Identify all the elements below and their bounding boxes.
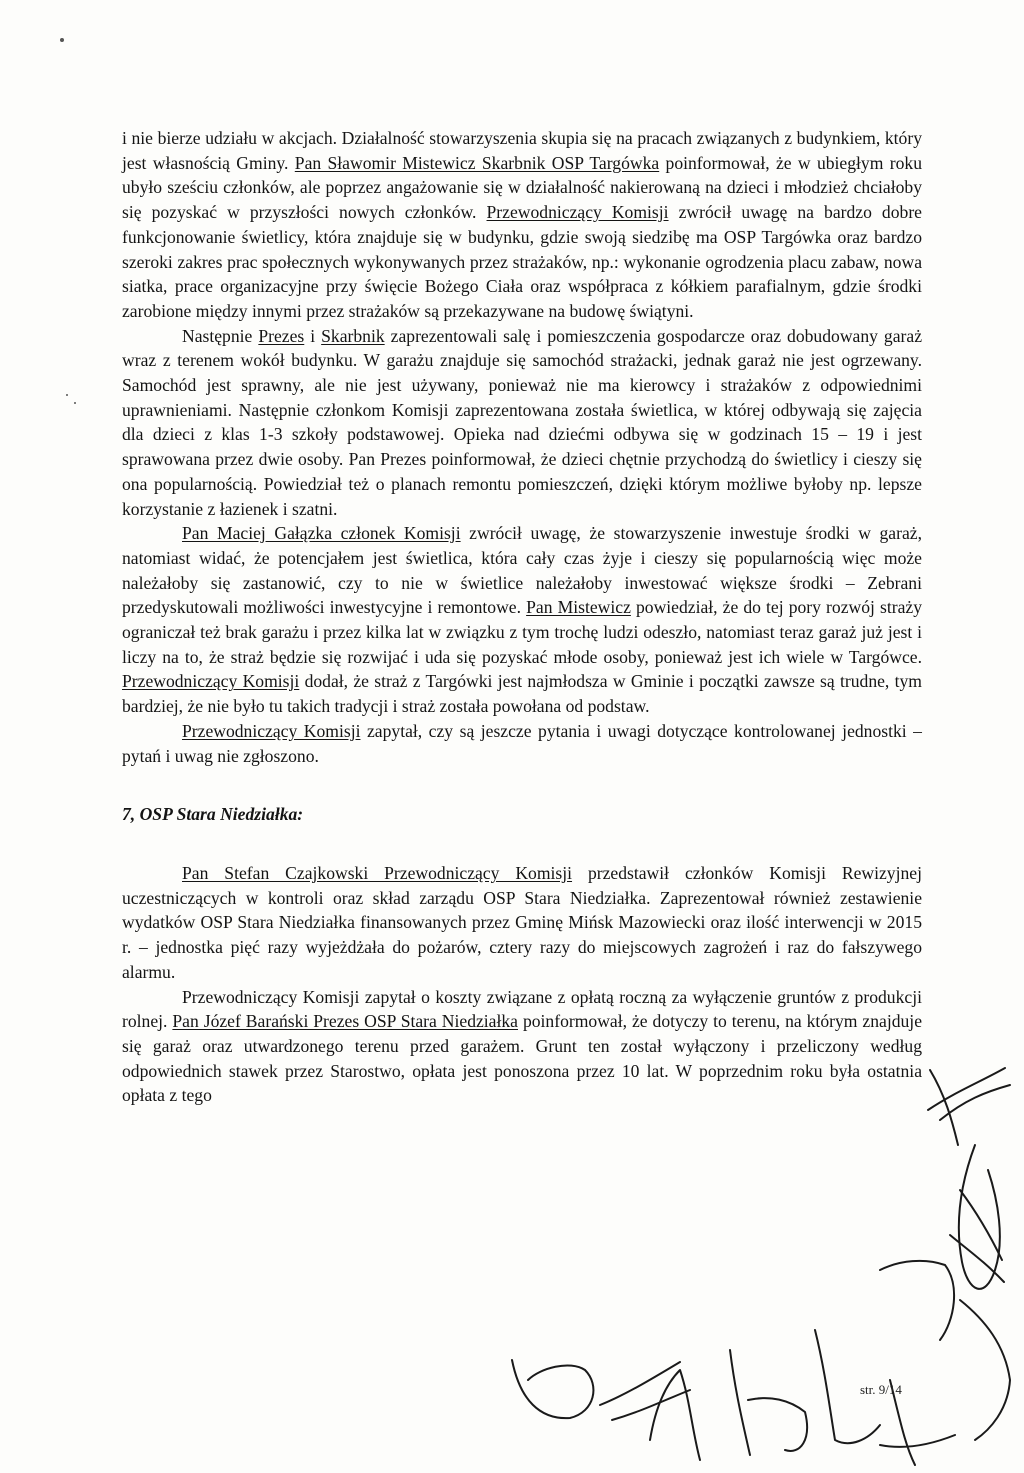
underlined-name: Prezes bbox=[258, 325, 305, 346]
text-run: zwrócił uwagę na bardzo dobre funkcjonowanie świetlicy, która znajduje się w budynku, gdzie swoją siedzibę ma OSP Targówka oraz bardzo szeroki zakres prac społecznych wykonywanych przez strażaków, np.: wykonanie ogrodzenia placu zabaw, nowa siatka, prace organizacyjne przy święcie Bożego Ciała oraz współpraca z kółkiem parafialnym, gdzie środki zarobione między innymi przez strażaków są przekazywane na budowę świątyni. bbox=[122, 202, 922, 321]
paragraph bbox=[122, 324, 922, 522]
underlined-name: Skarbnik bbox=[321, 325, 385, 346]
text-run: Następnie bbox=[182, 325, 259, 346]
paragraph bbox=[122, 521, 922, 719]
text-run: poinformował, że w ubiegłym roku ubyło sześciu członków, ale poprzez angażowanie się w działalność nakierowaną na dzieci i młodzież chciałoby się pozyskać w przyszłości nowych członków. bbox=[122, 152, 922, 223]
page-number: str. 9/14 bbox=[860, 1382, 902, 1397]
text-run: przedstawił członków Komisji Rewizyjnej uczestniczących w kontroli oraz skład zarządu OSP Stara Niedziałka. Zaprezentował również zestawienie wydatków OSP Stara Niedziałka finansowanych przez Gminę Mińsk Mazowiecki oraz ilość interwencji w 2015 r. – jednostka pięć razy wyjeżdżała do pożarów, cztery razy do miejscowych zagrożeń i raz do fałszywego alarmu. bbox=[122, 862, 922, 982]
signature-stroke bbox=[600, 1362, 690, 1420]
text-run: zwrócił uwagę, że stowarzyszenie inwestuje środki w garaż, natomiast widać, że potencjałem jest świetlica, która cały czas żyje i cieszy się popularnością więc może należałoby się zastanowić, czy to nie w świetlice należałoby inwestować większe środki – Zebrani przedyskutowali możliwości inwestycyjne i remontowe. bbox=[122, 523, 922, 618]
signature-stroke bbox=[650, 1370, 700, 1460]
section-gap bbox=[122, 768, 922, 802]
signature-stroke bbox=[959, 1145, 1000, 1289]
underlined-name: Przewodniczący Komisji bbox=[122, 671, 300, 692]
text-run: Przewodniczący Komisji zapytał o koszty związane z opłatą roczną za wyłączenie gruntów z produkcji rolnej. bbox=[122, 986, 922, 1032]
underlined-name: Pan Sławomir Mistewicz Skarbnik OSP Targówka bbox=[294, 152, 660, 173]
section-heading: 7, OSP Stara Niedziałka: bbox=[122, 804, 304, 825]
text-run: zaprezentowali salę i pomieszczenia gospodarcze oraz dobudowany garaż wraz z terenem wokół budynku. W garażu znajduje się samochód strażacki, jednak garaż nie jest ogrzewany. Samochód jest sprawny, ale nie jest używany, ponieważ nie ma kierowcy i strażaków z odpowiednimi uprawnieniami. Następnie członkom Komisji zaprezentowana została świetlica, w której odbywają się zajęcia dla dzieci z klas 1-3 szkoły podstawowej. Opieka nad dziećmi odbywa się w godzinach 15 – 19 i jest sprawowana przez dwie osoby. Pan Prezes poinformował, że dzieci chętnie przychodzą do świetlicy i cieszy się ona popularnością. Powiedział też o planach remontu pomieszczeń, dzięki którym możliwe byłoby np. lepsze korzystanie z łazienek i szatni. bbox=[122, 325, 923, 519]
underlined-name: Pan Maciej Gałązka członek Komisji bbox=[182, 523, 461, 544]
text-run: powiedział, że do tej pory rozwój straży ograniczał też brak garażu i przez kilka lat w związku z tym trochę ludzi odeszło, natomiast teraz garaż już jest i liczy na to, że straż będzie się rozwijać i uda się pozyskać młode osoby, ponieważ jest ich wiele w Targówce. bbox=[122, 597, 923, 667]
text-run: poinformował, że dotyczy to terenu, na którym znajduje się garaż oraz utwardzonego terenu przed garażem. Grunt ten został wyłączony i przeliczony według odpowiednich stawek przez Starostwo, opłata jest ponoszona przez 10 lat. W poprzednim roku była ostatnia opłata z tego bbox=[122, 1011, 922, 1106]
signature-stroke bbox=[950, 1190, 1004, 1282]
section-gap bbox=[122, 827, 922, 861]
underlined-name: Pan Mistewicz bbox=[526, 597, 631, 618]
underlined-name: Przewodniczący Komisji bbox=[486, 202, 669, 223]
signature-stroke bbox=[730, 1350, 807, 1455]
paragraph bbox=[122, 719, 922, 768]
paragraph-group-2 bbox=[122, 861, 922, 1108]
signature-stroke bbox=[928, 1068, 1010, 1145]
paragraph bbox=[122, 126, 922, 324]
text-run: dodał, że straż z Targówki jest najmłodsza w Gminie i początki zawsze są trudne, tym bardziej, że nie było tu takich tradycji i straż została powołana od podstaw. bbox=[122, 671, 922, 717]
text-run: i bbox=[304, 325, 322, 346]
signature-stroke bbox=[512, 1360, 593, 1418]
paragraph-group-1 bbox=[122, 126, 922, 768]
paragraph bbox=[122, 985, 922, 1109]
signature-stroke bbox=[880, 1261, 954, 1340]
scan-speck bbox=[60, 38, 64, 42]
paragraph bbox=[122, 861, 922, 985]
signature-stroke bbox=[960, 1300, 1010, 1440]
underlined-name: Pan Józef Barański Prezes OSP Stara Niedziałka bbox=[172, 1011, 518, 1032]
text-run: i nie bierze udziału w akcjach. Działalność stowarzyszenia skupia się na pracach związanych z budynkiem, który jest własnością Gminy. bbox=[122, 128, 922, 173]
scan-speck bbox=[74, 402, 76, 404]
underlined-name: Pan Stefan Czajkowski Przewodniczący Komisji bbox=[182, 862, 573, 883]
text-run: zapytał, czy są jeszcze pytania i uwagi dotyczące kontrolowanej jednostki – pytań i uwag nie zgłoszono. bbox=[122, 720, 922, 766]
document-body bbox=[122, 126, 922, 1108]
scan-speck bbox=[66, 394, 68, 396]
underlined-name: Przewodniczący Komisji bbox=[182, 720, 361, 741]
